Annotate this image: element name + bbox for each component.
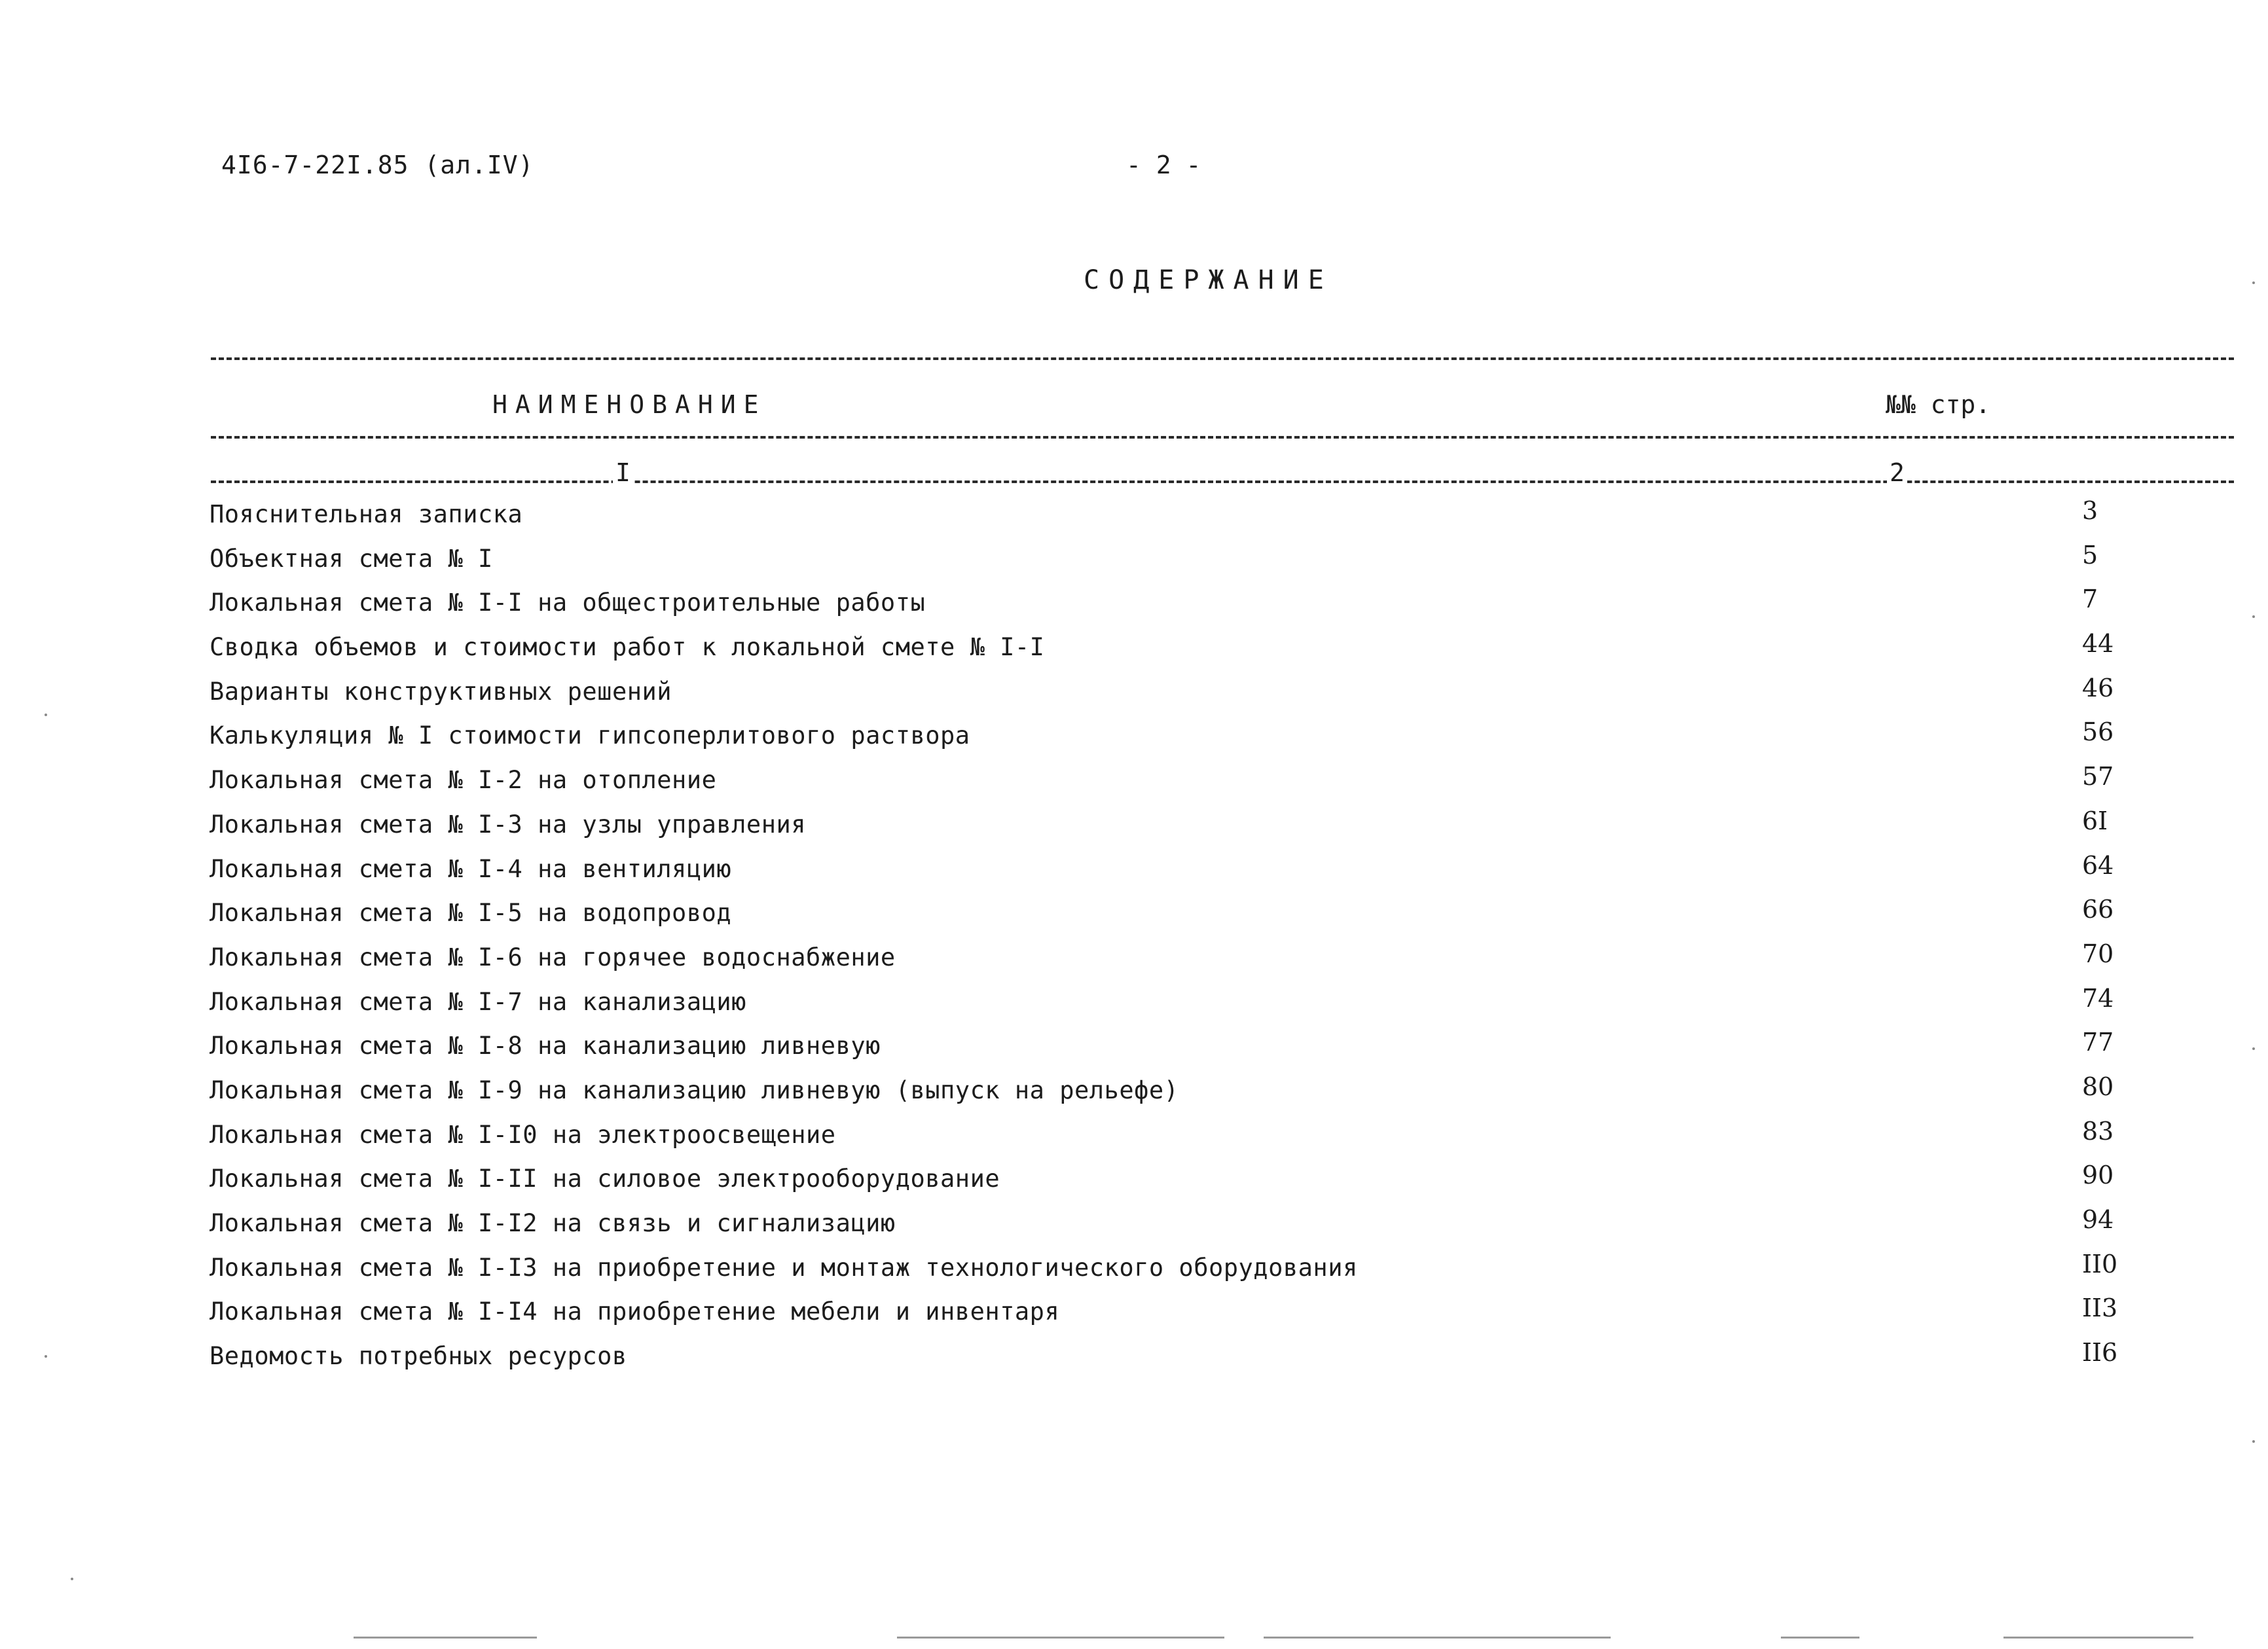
toc-entry-page: 64 xyxy=(2082,850,2114,880)
toc-entry-title: Локальная смета № I-5 на водопровод xyxy=(210,899,732,928)
toc-row xyxy=(210,1294,2239,1342)
toc-entry-title: Локальная смета № I-9 на канализацию ливневую (выпуск на рельефе) xyxy=(210,1076,1179,1104)
toc-entry-page: 90 xyxy=(2082,1161,2114,1190)
toc-entry-page: 83 xyxy=(2082,1116,2114,1146)
scan-speck xyxy=(2252,1047,2255,1050)
toc-entry-page: 56 xyxy=(2082,717,2114,747)
toc-row xyxy=(210,850,2239,899)
scan-speck xyxy=(45,714,47,716)
toc-entry-title: Калькуляция № I стоимости гипсоперлитового раствора xyxy=(210,721,970,750)
toc-entry-page: 3 xyxy=(2082,496,2098,525)
scan-speck xyxy=(71,1578,73,1580)
toc-entry-title: Пояснительная записка xyxy=(210,500,523,528)
toc-entry-page: 46 xyxy=(2082,673,2114,702)
toc-entry-page: 66 xyxy=(2082,895,2114,924)
toc-entry-title: Локальная смета № I-8 на канализацию ливневую xyxy=(210,1032,881,1060)
scan-mark xyxy=(2003,1637,2193,1639)
toc-row xyxy=(210,983,2239,1032)
column-number-rule xyxy=(211,480,2234,483)
scan-speck xyxy=(2252,281,2255,284)
scan-mark xyxy=(1781,1637,1859,1639)
toc-row xyxy=(210,895,2239,943)
toc-entry-page: 57 xyxy=(2082,762,2114,791)
toc-entry-title: Локальная смета № I-I на общестроительные работы xyxy=(210,589,926,617)
table-top-rule xyxy=(211,357,2234,360)
toc-entry-title: Варианты конструктивных решений xyxy=(210,677,672,706)
toc-entry-page: 94 xyxy=(2082,1205,2114,1234)
toc-entry-title: Локальная смета № I-I2 на связь и сигнализацию xyxy=(210,1209,896,1237)
column-header-name: НАИМЕНОВАНИЕ xyxy=(492,390,767,419)
document-code: 4I6-7-22I.85 (ал.IV) xyxy=(221,151,534,179)
toc-row xyxy=(210,1072,2239,1121)
toc-entry-page: 44 xyxy=(2082,629,2114,659)
page-title: СОДЕРЖАНИЕ xyxy=(1084,265,1333,295)
toc-entry-title: Локальная смета № I-I4 на приобретение мебели и инвентаря xyxy=(210,1297,1060,1326)
scan-mark xyxy=(1264,1637,1611,1639)
toc-row xyxy=(210,540,2239,589)
toc-entry-page: II6 xyxy=(2082,1338,2118,1368)
toc-entry-page: II0 xyxy=(2082,1249,2118,1278)
toc-row xyxy=(210,717,2239,766)
toc-row xyxy=(210,1338,2239,1386)
toc-row xyxy=(210,585,2239,633)
toc-entry-title: Локальная смета № I-6 на горячее водоснабжение xyxy=(210,943,896,971)
toc-entry-title: Локальная смета № I-I0 на электроосвещение xyxy=(210,1120,836,1149)
toc-row xyxy=(210,1205,2239,1254)
toc-entry-title: Локальная смета № I-II на силовое электрооборудование xyxy=(210,1165,1000,1193)
column-header-page: №№ стр. xyxy=(1886,390,1991,419)
toc-entry-title: Сводка объемов и стоимости работ к локальной смете № I-I xyxy=(210,633,1045,662)
toc-row xyxy=(210,496,2239,545)
header-bottom-rule xyxy=(211,436,2234,439)
toc-entry-page: 6I xyxy=(2082,806,2108,835)
toc-entry-page: II3 xyxy=(2082,1294,2118,1323)
toc-row xyxy=(210,673,2239,722)
toc-entry-title: Локальная смета № I-I3 на приобретение и монтаж технологического оборудования xyxy=(210,1253,1358,1282)
toc-entry-page: 74 xyxy=(2082,983,2114,1013)
toc-row xyxy=(210,1028,2239,1076)
scan-mark xyxy=(897,1637,1224,1639)
toc-entry-page: 5 xyxy=(2082,540,2098,570)
toc-row xyxy=(210,939,2239,988)
toc-entry-title: Объектная смета № I xyxy=(210,544,493,573)
toc-row xyxy=(210,1161,2239,1209)
toc-entry-title: Ведомость потребных ресурсов xyxy=(210,1342,627,1371)
toc-row xyxy=(210,806,2239,855)
column-number-page: 2 xyxy=(1887,458,1907,487)
page-number: - 2 - xyxy=(1126,151,1201,179)
toc-row xyxy=(210,629,2239,678)
scan-speck xyxy=(45,1355,47,1358)
column-number-name: I xyxy=(613,458,633,487)
toc-entry-title: Локальная смета № I-7 на канализацию xyxy=(210,987,746,1016)
toc-entry-page: 7 xyxy=(2082,585,2098,614)
toc-row xyxy=(210,1249,2239,1298)
toc-entry-page: 77 xyxy=(2082,1028,2114,1057)
scan-mark xyxy=(354,1637,537,1639)
toc-entry-page: 80 xyxy=(2082,1072,2114,1101)
toc-entry-page: 70 xyxy=(2082,939,2114,968)
footer-scan-marks xyxy=(0,1637,2268,1643)
toc-row xyxy=(210,762,2239,810)
toc-row xyxy=(210,1116,2239,1165)
scan-speck xyxy=(2252,1440,2255,1443)
toc-entry-title: Локальная смета № I-2 на отопление xyxy=(210,766,717,795)
table-of-contents xyxy=(210,496,2239,1386)
scan-speck xyxy=(2252,615,2255,618)
toc-entry-title: Локальная смета № I-3 на узлы управления xyxy=(210,810,807,839)
toc-entry-title: Локальная смета № I-4 на вентиляцию xyxy=(210,854,732,883)
